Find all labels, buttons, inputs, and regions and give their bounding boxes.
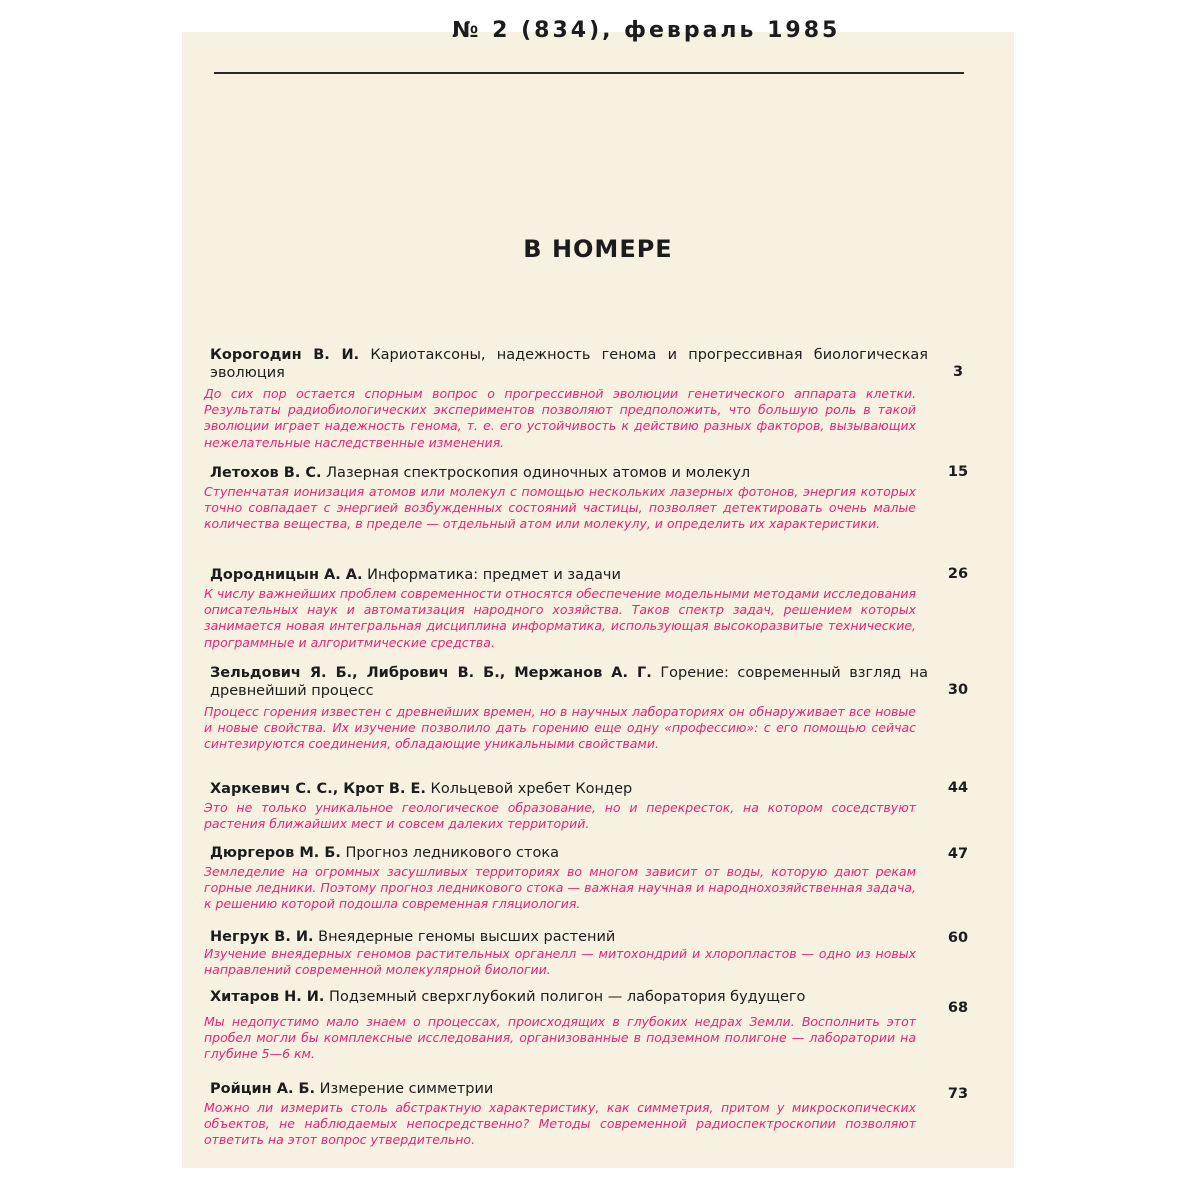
entry-author: Харкевич С. С., Крот В. Е. — [210, 781, 426, 797]
entry-abstract: До сих пор остается спорным вопрос о прогрессивной эволюции генетического аппарата клетки. Результаты радиобиологических экспериментов позволяют предположить, что большую роль в такой эволюции играет надежность генома, т. е. его устойчивость к действию разных факторов, вызывающих нежелательные наследственные изменения. — [204, 386, 916, 450]
page-title: В НОМЕРЕ — [523, 235, 673, 263]
entry-title: Кариотаксоны, надежность генома и прогрессивная биологическая эволюция — [210, 347, 929, 381]
entry-author: Зельдович Я. Б., Либрович В. Б., Мержанов А. Г. — [210, 665, 652, 681]
entry-author: Дородницын А. А. — [210, 567, 363, 583]
entry-title: Внеядерные геномы высших растений — [318, 929, 616, 945]
entry-title: Кольцевой хребет Кондер — [430, 781, 633, 797]
entry-abstract: Земледелие на огромных засушливых территориях во многом зависит от воды, которую дают рекам горные ледники. Поэтому прогноз ледникового стока — важная научная и народнохозяйственная задача, к решению которой подошла современная гляциология. — [204, 864, 916, 912]
entry-heading — [210, 780, 928, 798]
entry-heading — [210, 346, 928, 382]
entry-title: Подземный сверхглубокий полигон — лаборатория будущего — [329, 989, 806, 1005]
entry-author: Ройцин А. Б. — [210, 1081, 316, 1097]
entry-author: Летохов В. С. — [210, 465, 322, 481]
entry-abstract: К числу важнейших проблем современности относятся обеспечение модельными методами исследования описательных наук и автоматизация народного хозяйства. Таков спектр задач, решением которых занимается новая интегральная дисциплина информатика, использующая высокоразвитые технические, программные и алгоритмические средства. — [204, 586, 916, 650]
entry-title: Измерение симметрии — [319, 1081, 494, 1097]
entry-page-number: 68 — [947, 1000, 969, 1016]
entry-abstract: Это не только уникальное геологическое образование, но и перекресток, на котором соседствуют растения ближайших мест и совсем далеких территорий. — [204, 800, 916, 832]
entry-page-number: 47 — [947, 846, 969, 862]
entry-title: Горение: современный взгляд на древнейший процесс — [210, 665, 929, 699]
entry-heading — [210, 1080, 928, 1098]
entry-heading — [210, 464, 928, 482]
issue-line: № 2 (834), февраль 1985 — [452, 18, 841, 43]
entry-heading — [210, 664, 928, 700]
entry-author: Корогодин В. И. — [210, 347, 360, 363]
entry-abstract: Изучение внеядерных геномов растительных органелл — митохондрий и хлоропластов — одно из новых направлений современной молекулярной биологии. — [204, 946, 916, 978]
entry-author: Негрук В. И. — [210, 929, 314, 945]
entry-title: Лазерная спектроскопия одиночных атомов и молекул — [326, 465, 751, 481]
magazine-page — [182, 18, 1014, 1168]
entry-heading — [210, 988, 928, 1006]
entry-abstract: Ступенчатая ионизация атомов или молекул с помощью нескольких лазерных фотонов, энергия которых точно совпадает с энергией возбужденных состояний частицы, позволяет детектировать очень малые количества вещества, в пределе — отдельный атом или молекулу, и определить их характеристики. — [204, 484, 916, 532]
entry-heading — [210, 566, 928, 584]
entry-page-number: 3 — [952, 364, 964, 380]
entry-page-number: 44 — [947, 780, 969, 796]
entry-page-number: 30 — [947, 682, 969, 698]
entry-title: Информатика: предмет и задачи — [367, 567, 621, 583]
entry-title: Прогноз ледникового стока — [345, 845, 559, 861]
entry-abstract: Процесс горения известен с древнейших времен, но в научных лабораториях он обнаруживает все новые и новые свойства. Их изучение позволило дать горению еще одну «профессию»: с его помощью сейчас синтезируются соединения, обладающие уникальными свойствами. — [204, 704, 916, 752]
entry-abstract: Можно ли измерить столь абстрактную характеристику, как симметрия, притом у микроскопических объектов, не наблюдаемых непосредственно? Методы современной радиоспектроскопии позволяют ответить на этот вопрос утвердительно. — [204, 1100, 916, 1148]
entry-heading — [210, 844, 928, 862]
entry-author: Хитаров Н. И. — [210, 989, 325, 1005]
entry-heading — [210, 928, 928, 946]
entry-page-number: 73 — [947, 1086, 969, 1102]
entry-page-number: 26 — [947, 566, 969, 582]
header-rule — [214, 72, 964, 74]
entry-abstract: Мы недопустимо мало знаем о процессах, происходящих в глубоких недрах Земли. Восполнить этот пробел могли бы комплексные исследования, организованные в подземном полигоне — лаборатории на глубине 5—6 км. — [204, 1014, 916, 1062]
entry-author: Дюргеров М. Б. — [210, 845, 341, 861]
entry-page-number: 60 — [947, 930, 969, 946]
entry-page-number: 15 — [947, 464, 969, 480]
